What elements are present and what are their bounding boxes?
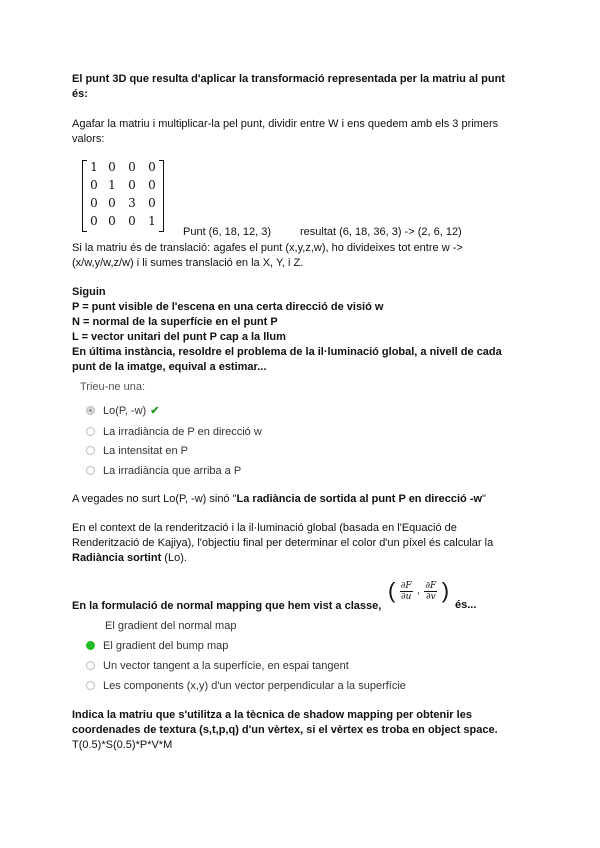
q1-title-line1: El punt 3D que resulta d'aplicar la transformació representada per la matriu al punt xyxy=(72,73,505,85)
q2-note-prefix: A vegades no surt Lo(P, -w) sinó " xyxy=(72,493,237,505)
q4-question-line2: coordenades de textura (s,t,p,q) d'un vèrtex, si el vèrtex es troba en object space. xyxy=(72,724,498,736)
q1-note-line2: (x/w,y/w,z/w) i li sumes translació en la X, Y, i Z. xyxy=(72,257,304,269)
q2-explain-bold: Radiància sortint xyxy=(72,552,162,564)
q2-explain-line1: En el context de la renderització i la il·luminació global (basada en l'Equació de xyxy=(72,522,457,534)
q1-result-text: resultat (6, 18, 36, 3) -> (2, 6, 12) xyxy=(300,226,462,238)
radio-button-selected[interactable] xyxy=(86,641,95,650)
q3-option-label[interactable]: El gradient del normal map xyxy=(105,620,237,632)
option-label: Lo(P, -w) xyxy=(103,405,147,417)
q3-question: En la formulació de normal mapping que hem vist a classe, xyxy=(72,600,382,612)
q2-note xyxy=(72,492,486,506)
formula-denominator: ∂v xyxy=(425,591,436,602)
matrix-cell: 0 xyxy=(90,214,98,228)
formula-fraction xyxy=(424,581,437,602)
q2-explain-line3 xyxy=(72,551,187,565)
q2-question-line2: punt de la imatge, equival a estimar... xyxy=(72,361,267,373)
q2-option-correct[interactable] xyxy=(86,404,159,417)
q2-prompt: Trieu-ne una: xyxy=(80,381,146,393)
formula-numerator: ∂F xyxy=(425,580,437,591)
q2-question-line1: En última instància, resoldre el problema de la il·luminació global, a nivell de cada xyxy=(72,346,502,358)
radio-button[interactable] xyxy=(86,661,95,670)
q1-title-line2: és: xyxy=(72,88,88,100)
matrix-cell: 0 xyxy=(128,214,136,228)
radio-button[interactable] xyxy=(86,427,95,436)
matrix-cell: 0 xyxy=(128,178,136,192)
transformation-matrix xyxy=(82,160,164,232)
option-label: La irradiància que arriba a P xyxy=(103,465,242,477)
q4-answer: T(0.5)*S(0.5)*P*V*M xyxy=(72,739,173,751)
radio-button[interactable] xyxy=(86,466,95,475)
matrix-cell: 0 xyxy=(108,196,116,210)
option-label: La irradiància de P en direcció w xyxy=(103,426,262,438)
matrix-cell: 0 xyxy=(108,160,116,174)
matrix-cell: 1 xyxy=(108,178,116,192)
option-label: El gradient del bump map xyxy=(103,640,229,652)
q2-option[interactable] xyxy=(86,445,188,457)
matrix-cell: 3 xyxy=(128,196,136,210)
option-label: La intensitat en P xyxy=(103,445,189,457)
q2-def-l: L = vector unitari del punt P cap a la llum xyxy=(72,331,286,343)
matrix-cell: 0 xyxy=(128,160,136,174)
matrix-cell: 0 xyxy=(148,178,156,192)
q3-option[interactable] xyxy=(86,680,406,692)
formula-denominator: ∂u xyxy=(401,591,412,602)
radio-button[interactable] xyxy=(86,446,95,455)
q2-explain-suffix: (Lo). xyxy=(161,552,187,564)
q2-def-n: N = normal de la superfície en el punt P xyxy=(72,316,278,328)
q3-formula: ( $\frac{\partial F}{\partial u}$ , $\frac{\partial F}{\partial v}$ ) xyxy=(388,578,450,603)
q2-heading: Siguin xyxy=(72,286,106,298)
matrix-cell: 0 xyxy=(148,160,156,174)
matrix-cell: 0 xyxy=(108,214,116,228)
matrix-cell: 1 xyxy=(90,160,98,174)
matrix-cell: 0 xyxy=(90,178,98,192)
q2-explain-line2: Renderització de Kajiya), l'objectiu final per determinar el color d'un píxel és calcular la xyxy=(72,537,494,549)
matrix-right-bracket xyxy=(159,160,164,232)
matrix-cell: 0 xyxy=(90,196,98,210)
q2-note-suffix: " xyxy=(482,493,486,505)
option-label: Les components (x,y) d'un vector perpendicular a la superfície xyxy=(103,680,406,692)
radio-button[interactable] xyxy=(86,406,95,415)
q2-option[interactable] xyxy=(86,426,262,438)
q1-note-line1: Si la matriu és de translació: agafes el punt (x,y,z,w), ho divideixes tot entre w -> xyxy=(72,242,463,254)
matrix-cell: 1 xyxy=(148,214,156,228)
check-icon: ✔ xyxy=(150,405,160,417)
q3-option[interactable] xyxy=(86,660,349,672)
q4-question-line1: Indica la matriu que s'utilitza a la tècnica de shadow mapping per obtenir les xyxy=(72,709,472,721)
q1-answer-line2: valors: xyxy=(72,133,105,145)
q2-option[interactable] xyxy=(86,465,241,477)
matrix-cell: 0 xyxy=(148,196,156,210)
q3-option-selected[interactable] xyxy=(86,640,228,652)
q2-note-bold: La radiància de sortida al punt P en direcció -w xyxy=(236,493,483,505)
formula-fraction xyxy=(400,581,413,602)
q2-def-p: P = punt visible de l'escena en una certa direcció de visió w xyxy=(72,301,384,313)
q3-question-end: és... xyxy=(455,599,477,611)
q1-point-text: Punt (6, 18, 12, 3) xyxy=(183,226,272,238)
radio-button[interactable] xyxy=(86,681,95,690)
formula-numerator: ∂F xyxy=(400,580,412,591)
option-label: Un vector tangent a la superfície, en espai tangent xyxy=(103,660,349,672)
q1-answer-line1: Agafar la matriu i multiplicar-la pel punt, dividir entre W i ens quedem amb els 3 primers xyxy=(72,118,499,130)
